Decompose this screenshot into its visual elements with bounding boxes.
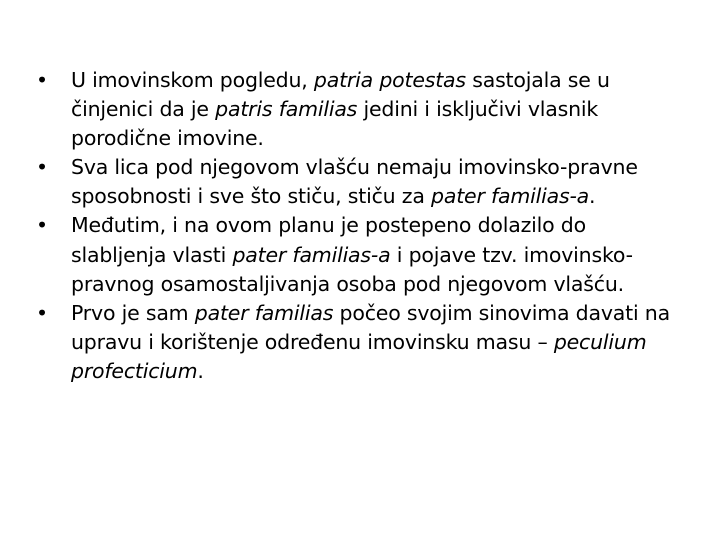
bullet-marker: • [36,68,48,92]
bullet-marker: • [36,300,48,325]
bullet-text-italic-segment: pater familias [194,300,334,325]
bullet-item-3 [36,211,686,298]
bullet-text-segment: Sva lica pod njegovom vlašću nemaju imovinsko-pravne sposobnosti i sve što stiču, stiču za [71,155,638,209]
bullet-text-segment: . [197,358,204,383]
bullet-text-italic-segment: patris familias [215,97,358,122]
bullet-text-segment: Međutim, i na ovom planu je postepeno dolazilo do slabljenja vlasti [71,213,586,267]
bullet-text-segment: . [589,184,596,209]
bullet-item-2 [36,153,686,211]
bullet-text-segment: U imovinskom pogledu, [71,68,314,92]
bullet-marker: • [36,155,48,180]
bullet-text-italic-segment: peculium profecticium [71,329,647,383]
bullet-text-segment: jedini i isključivi vlasnik porodične imovine. [71,97,599,151]
bullet-text-italic-segment: pater familias-a [431,184,590,209]
bullet-text-segment: i pojave tzv. imovinsko-pravnog osamostaljivanja osoba pod njegovom vlašću. [71,242,633,296]
bullet-text-italic-segment: pater familias-a [232,242,391,267]
bullet-text-segment: sastojala se u činjenici da je [71,68,610,122]
bullet-list [36,66,686,386]
bullet-item-4 [36,299,686,386]
bullet-marker: • [36,213,48,238]
bullet-item-1 [36,66,686,153]
bullet-text-italic-segment: patria potestas [313,68,466,92]
bullet-text-segment: počeo svojim sinovima davati na upravu i korištenje određenu imovinsku masu – [71,300,670,354]
bullet-text-segment: Prvo je sam [71,300,195,325]
